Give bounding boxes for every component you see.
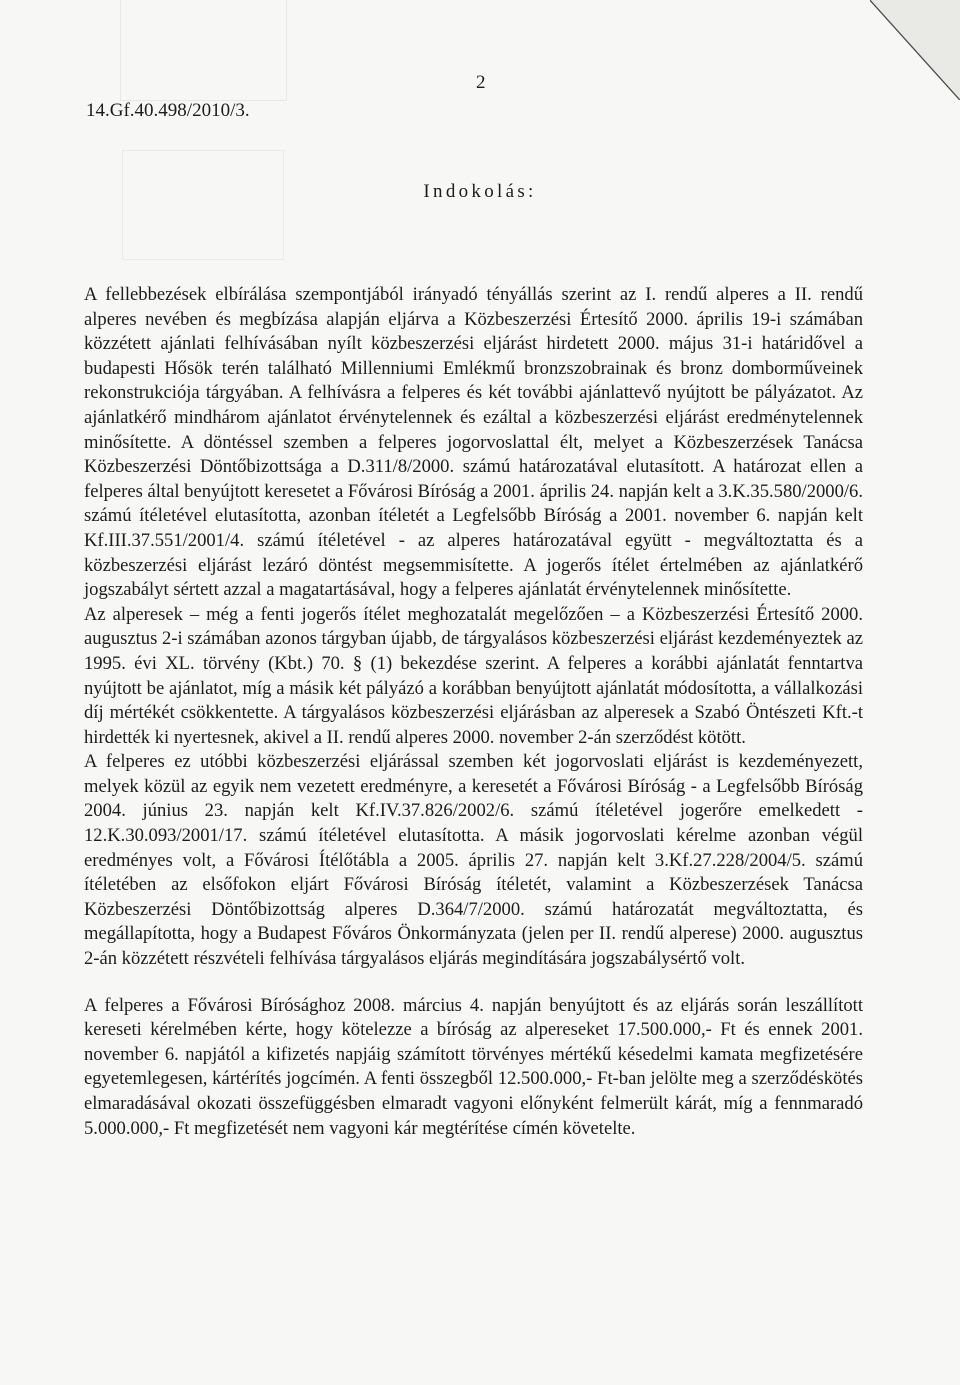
paragraph-second-procurement: Az alperesek – még a fenti jogerős ítélet meghozatalát megelőzően – a Közbeszerzési Értesítő 2000. augusztus 2-i számában azonos tárgyban újabb, de tárgyalásos közbeszerzési eljárást kezdeményeztek az 1995. évi XL. törvény (Kbt.) 70. § (1) bekezdése szerint. A felperes a korábbi ajánlatát fenntartva nyújtott be ajánlatot, míg a másik két pályázó a korábban benyújtott ajánlatát módosította, a vállalkozási díj mértékét csökkentette. A tárgyalásos közbeszerzési eljárásban az alperesek a Szabó Öntészeti Kft.-t hirdették ki nyertesnek, akivel a II. rendű alperes 2000. november 2-án szerződést kötött. [84,603,863,748]
section-heading: Indokolás: [423,181,537,202]
bleed-through-stamp [120,0,287,101]
corner-fold-shadow [870,0,960,100]
page-number: 2 [476,72,486,93]
paragraph-legal-remedies: A felperes ez utóbbi közbeszerzési eljárással szemben két jogorvoslati eljárást is kezdeményezett, melyek közül az egyik nem vezetett eredményre, a keresetét a Fővárosi Bíróság - a Legfelsőbb Bíróság 2004. június 23. napján kelt Kf.IV.37.826/2002/6. számú ítéletével jogerőre emelkedett - 12.K.30.093/2001/17. számú ítéletével elutasította. A másik jogorvoslati kérelme azonban végül eredményes volt, a Fővárosi Ítélőtábla a 2005. április 27. napján kelt 3.Kf.27.228/2004/5. számú ítéletében az elsőfokon eljárt Fővárosi Bíróság ítéletét, valamint a Közbeszerzések Tanácsa Közbeszerzési Döntőbizottság alperes D.364/7/2000. számú határozatát megváltoztatta, és megállapította, hogy a Budapest Főváros Önkormányzata (jelen per II. rendű alperese) 2000. augusztus 2-án közzétett részvételi felhívása tárgyalásos eljárás megindítására jogszabálysértő volt. [84,751,863,970]
paragraph-claim: A felperes a Fővárosi Bírósághoz 2008. március 4. napján benyújtott és az eljárás során leszállított kereseti kérelmében kérte, hogy kötelezze a bíróság az alpereseket 17.500.000,- Ft és ennek 2001. november 6. napjától a kifizetés napjáig számított törvényes mértékű késedelmi kamata megfizetésére egyetemlegesen, kártérítés jogcímén. A fenti összegből 12.500.000,- Ft-ban jelölte meg a szerződéskötés elmaradásával okozati összefüggésben elmaradt vagyoni előnyként felmerült kárát, míg a fennmaradó 5.000.000,- Ft megfizetését nem vagyoni kár megtérítése címén követelte. [84,994,863,1139]
paragraph-background-first-procurement: A fellebbezések elbírálása szempontjából irányadó tényállás szerint az I. rendű alperes a II. rendű alperes nevében és megbízása alapján eljárva a Közbeszerzési Értesítő 2000. április 19-i számában közzétett ajánlati felhívásában nyílt közbeszerzési eljárást hirdetett 2000. május 31-i határidővel a budapesti Hősök terén található Millenniumi Emlékmű bronzszobrainak és bronz domborműveinek rekonstrukciója tárgyában. A felhívásra a felperes és két további ajánlattevő nyújtott be pályázatot. Az ajánlatkérő mindhárom ajánlatot érvénytelennek és ezáltal a közbeszerzési eljárást eredménytelennek minősítette. A döntéssel szemben a felperes jogorvoslattal élt, melyet a Közbeszerzések Tanácsa Közbeszerzési Döntőbizottsága a D.311/8/2000. számú határozatával elutasított. A határozat ellen a felperes által benyújtott keresetet a Fővárosi Bíróság a 2001. április 24. napján kelt a 3.K.35.580/2000/6. számú ítéletével elutasította, azonban ítéletét a Legfelsőbb Bíróság a 2001. november 6. napján kelt Kf.III.37.551/2001/4. számú ítéletével - az alperes határozatával együtt - megváltoztatta és a közbeszerzési eljárást lezáró döntést megsemmisítette. A jogerős ítélet értelmében az ajánlatkérő jogszabályt sértett azzal a magatartásával, hogy a felperes ajánlatát érvénytelennek minősítette. [84,284,863,601]
document-body [84,283,863,1141]
bleed-through-box [122,150,284,260]
case-number: 14.Gf.40.498/2010/3. [86,100,250,121]
